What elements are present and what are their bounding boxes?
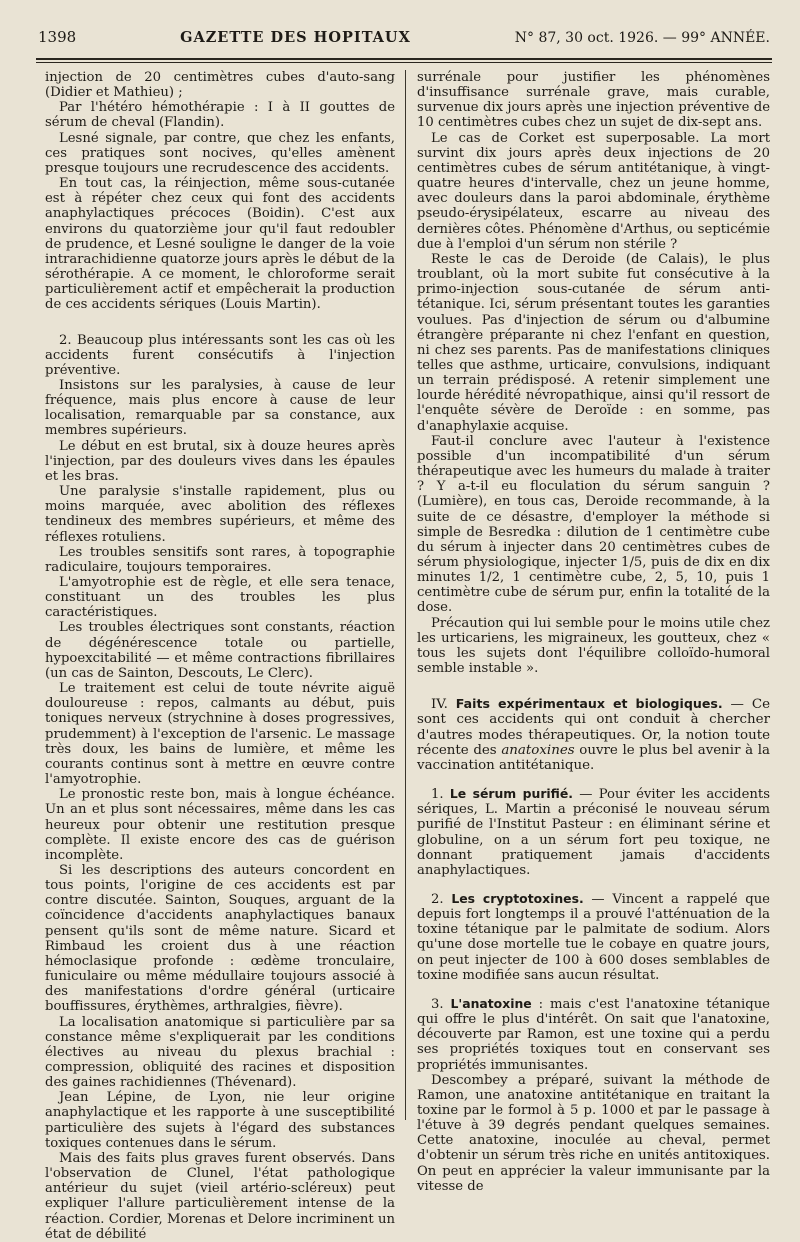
subsection-anatoxine [417,996,770,1073]
header-rule-thick [36,58,772,60]
column-divider [405,70,406,1120]
subsection-text: : mais c'est l'anatoxine tétanique qui offre le plus d'intérêt. On sait que l'anatoxine, découverte par Ramon, est une toxine qui a perdu ses propriétés toxiques tout en conservant ses propriétés immunisantes. [417,996,770,1073]
header-rule-thin [36,62,772,63]
paragraph: Le début en est brutal, six à douze heures après l'injection, par des douleurs vives dans les épaules et les bras. [45,438,395,484]
paragraph: En tout cas, la réinjection, même sous-cutanée est à répéter chez ceux qui font des accidents anaphylactiques précoces (Boidin). C'est aux environs du quatorzième jour qu'il faut redoubler de prudence, et Lesné souligne le danger de la voie intrarachidienne quatorze jours après le début de la sérothérapie. A ce moment, le chloroforme serait particulièrement actif et empêcherait la production de ces accidents sériques (Louis Martin). [45,176,395,313]
paragraph: Insistons sur les paralysies, à cause de leur fréquence, mais plus encore à cause de leur localisation, remarquable par sa constance, aux membres supérieurs. [45,377,395,439]
right-column [417,70,771,1194]
subsection-text: — Pour éviter les accidents sériques, L. Martin a préconisé le nouveau sérum purifié de l'Institut Pasteur : en éliminant sérine et globuline, on a un sérum fort peu toxique, ne donnant pratiquement jamais d'accidents anaphylactiques. [417,787,770,878]
section-italic-term: anatoxines [501,742,575,758]
subsection-number: 2. [431,891,444,907]
paragraph: Descombey a préparé, suivant la méthode de Ramon, une anatoxine antitétanique en traitant la toxine par le formol à 5 p. 1000 et par le passage à l'étuve à 39 degrés pendant quelques semaines. Cette anatoxine, inoculée au cheval, permet d'obtenir un sérum très riche en unités antitoxiques. On peut en apprécier la valeur immunisante par la vitesse de [417,1072,770,1194]
issue-info: N° 87, 30 oct. 1926. — 99° ANNÉE. [514,30,770,46]
journal-title: GAZETTE DES HOPITAUX [180,29,411,46]
subsection-title: Les cryptotoxines. [451,890,584,906]
section-title: Faits expérimentaux et biologiques. [455,696,723,712]
section-text: — Ce sont ces accidents qui ont conduit à chercher d'autres modes thérapeutiques. Or, la notion toute récente des [417,697,770,758]
running-header [38,28,770,54]
paragraph: Par l'hétéro hémothérapie : I à II gouttes de sérum de cheval (Flandin). [45,100,395,131]
subsection-cryptotoxines [417,891,770,983]
section-text-end: ouvre le plus bel avenir à la vaccination antitétanique. [417,742,771,773]
paragraph: Le traitement est celui de toute névrite aiguë douloureuse : repos, calmants au début, puis toniques nerveux (strychnine à doses progressives, prudemment) à l'exception de l'arsenic. Le massage très doux, les bains de lumière, et même les courants continus sont à mettre en œuvre contre l'amyotrophie. [45,681,395,788]
left-column [45,70,395,1242]
subsection-number: 1. [431,787,444,803]
paragraph: 2. Beaucoup plus intéressants sont les cas où les accidents furent consécutifs à l'injection préventive. [45,332,395,378]
page-number: 1398 [38,28,77,46]
paragraph: Si les descriptions des auteurs concordent en tous points, l'origine de ces accidents est par contre discutée. Sainton, Souques, arguant de la coïncidence d'accidents anaphylactiques banaux pensent qu'ils sont de même nature. Sicard et Rimbaud les croient dus à une réaction hémoclasique profonde : œdème tronculaire, funiculaire ou même médullaire toujours associé à des manifestations d'ordre général (urticaire bouffissures, érythèmes, arthralgies, fièvre). [45,862,395,1015]
paragraph: Les troubles électriques sont constants, réaction de dégénérescence totale ou partielle, hypoexcitabilité — et même contractions fibrillaires (un cas de Sainton, Descouts, Le Clerc). [45,620,395,681]
subsection-number: 3. [431,996,444,1012]
paragraph: Le cas de Corket est superposable. La mort survint dix jours après deux injections de 20 centimètres cubes de sérum antitétanique, à vingt-quatre heures d'intervalle, chez un jeune homme, avec douleurs dans la paroi abdominale, érythème pseudo-érysipélateux, escarre au niveau des dernières côtes. Phénomène d'Arthus, ou septicémie due à l'emploi d'un sérum non stérile ? [417,130,770,252]
paragraph: Précaution qui lui semble pour le moins utile chez les urticariens, les migraineux, les goutteux, chez « tous les sujets dont l'équilibre colloïdo-humoral semble instable ». [417,615,770,677]
paragraph: Une paralysie s'installe rapidement, plus ou moins marquée, avec abolition des réflexes tendineux des membres supérieurs, et même des réflexes rotuliens. [45,484,395,545]
paragraph: Lesné signale, par contre, que chez les enfants, ces pratiques sont nocives, qu'elles amènent presque toujours une recrudescence des accidents. [45,130,395,176]
subsection-title: Le sérum purifié. [449,786,573,802]
section-number: IV. [431,697,448,713]
paragraph: Jean Lépine, de Lyon, nie leur origine anaphylactique et les rapporte à une susceptibilité particulière des sujets à l'égard des substances toxiques contenues dans le sérum. [45,1090,395,1151]
subsection-serum-purifie [417,786,770,878]
subsection-title: L'anatoxine [450,995,532,1011]
paragraph: Les troubles sensitifs sont rares, à topographie radiculaire, toujours temporaires. [45,544,395,575]
section-heading [417,696,770,773]
paragraph: Mais des faits plus graves furent observés. Dans l'observation de Clunel, l'état pathologique antérieur du sujet (vieil artério-scléreux) peut expliquer l'allure particulièrement intense de la réaction. Cordier, Morenas et Delore incriminent un état de débilité [45,1150,395,1242]
paragraph: Faut-il conclure avec l'auteur à l'existence possible d'un incompatibilité d'un sérum thérapeutique avec les humeurs du malade à traiter ? Y a-t-il eu floculation du sérum sanguin ? (Lumière), en tous cas, Deroide recommande, à la suite de ce désastre, d'employer la méthode si simple de Besredka : dilution de 1 centimètre cube du sérum à injecter dans 20 centimètres cubes de sérum physiologique, injecter 1/5, puis de dix en dix minutes 1/2, 1 centimètre cube, 2, 5, 10, puis 1 centimètre cube de sérum pur, enfin la totalité de la dose. [417,433,770,616]
paragraph: Le pronostic reste bon, mais à longue échéance. Un an et plus sont nécessaires, même dans les cas heureux pour obtenir une restitution presque complète. Il existe encore des cas de guérison incomplète. [45,787,395,863]
subsection-text: — Vincent a rappelé que depuis fort longtemps il a prouvé l'atténuation de la toxine tétanique par le palmitate de sodium. Alors qu'une dose mortelle tue le cobaye en quatre jours, on peut injecter de 100 à 600 doses semblables de toxine modifiée sans aucun résultat. [417,891,770,983]
paragraph: surrénale pour justifier les phénomènes d'insuffisance surrénale grave, mais curable, survenue dix jours après une injection préventive de 10 centimètres cubes chez un sujet de dix-sept ans. [417,70,770,131]
paragraph: injection de 20 centimètres cubes d'auto-sang (Didier et Mathieu) ; [45,70,395,101]
paragraph: L'amyotrophie est de règle, et elle sera tenace, constituant un des troubles les plus caractéristiques. [45,575,395,621]
paragraph: La localisation anatomique si particulière par sa constance même s'expliquerait par les conditions électives au niveau du plexus brachial : compression, obliquité des racines et disposition des gaines rachidiennes (Thévenard). [45,1014,395,1091]
paragraph: Reste le cas de Deroide (de Calais), le plus troublant, où la mort subite fut consécutive à la primo-injection sous-cutanée de sérum anti-tétanique. Ici, sérum présentant toutes les garanties voulues. Pas d'injection de sérum ou d'albumine étrangère préparante ni chez l'enfant en question, ni chez ses parents. Pas de manifestations cliniques telles que asthme, urticaire, convulsions, indiquant un terrain prédisposé. A retenir simplement une lourde hérédité névropathique, ainsi qu'il ressort de l'enquête sévère de Deroïde : en somme, pas d'anaphylaxie acquise. [417,251,770,434]
